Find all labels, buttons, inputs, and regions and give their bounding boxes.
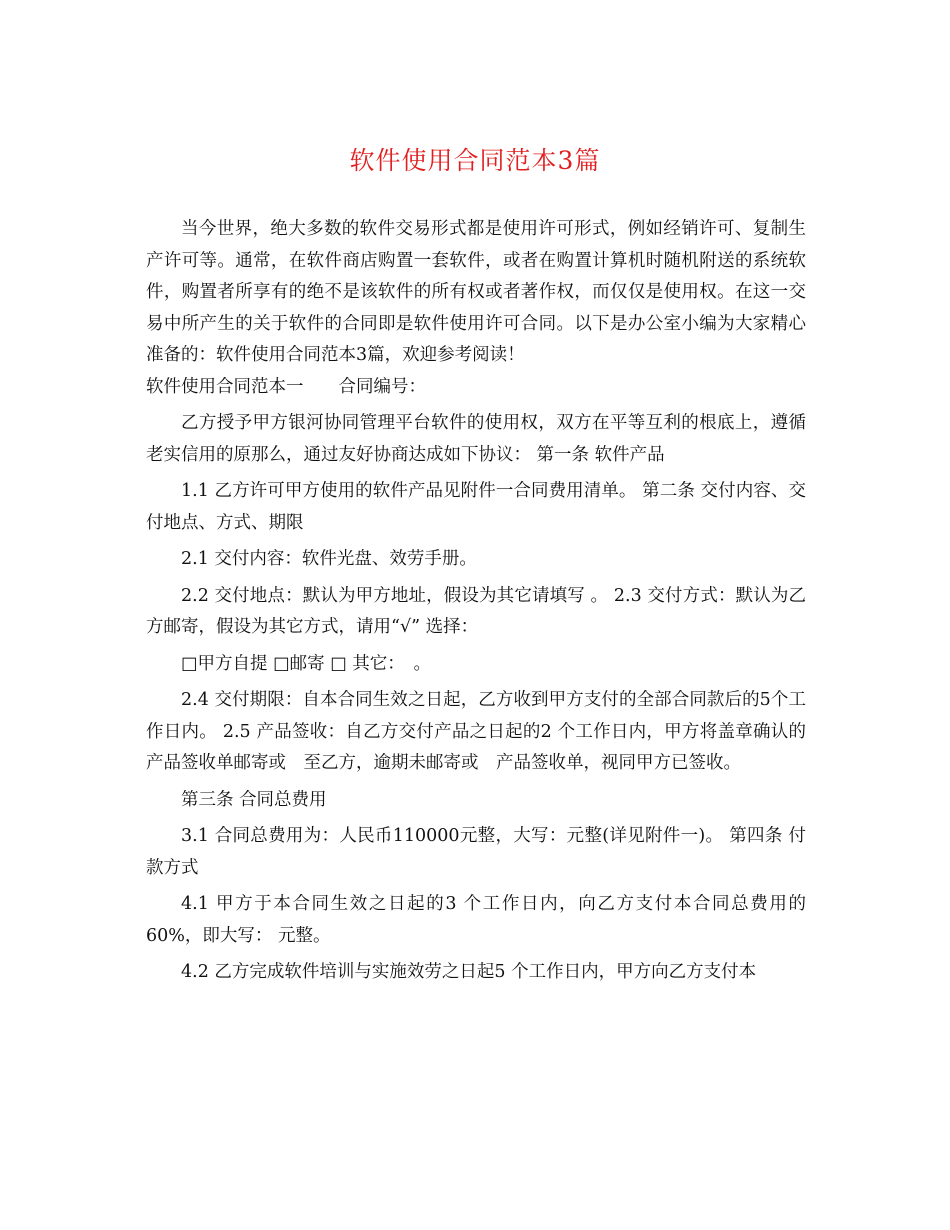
paragraph-clause-2-4: 2.4 交付期限：自本合同生效之日起，乙方收到甲方支付的全部合同款后的5个工作日内。 2.5 产品签收：自乙方交付产品之日起的2 个工作日内，甲方将盖章确认的产品签收单邮寄或 至乙方，逾期未邮寄或 产品签收单，视同甲方已签收。 <box>146 690 806 773</box>
paragraph-clause-2-1: 2.1 交付内容：软件光盘、效劳手册。 <box>181 549 477 569</box>
paragraph-clause-4-1: 4.1 甲方于本合同生效之日起的3 个工作日内，向乙方支付本合同总费用的60%，即大写： 元整。 <box>146 894 806 946</box>
paragraph-clause-2-2: 2.2 交付地点：默认为甲方地址，假设为其它请填写 。 2.3 交付方式：默认为乙方邮寄，假设为其它方式，请用“√” 选择： <box>146 585 806 637</box>
document-body <box>146 214 806 989</box>
paragraph-delivery-options: □甲方自提 □邮寄 □ 其它： 。 <box>181 653 432 674</box>
intro-paragraph: 当今世界，绝大多数的软件交易形式都是使用许可形式，例如经销许可、复制生产许可等。通常，在软件商店购置一套软件，或者在购置计算机时随机附送的系统软件，购置者所享有的绝不是该软件的所有权或者著作权，而仅仅是使用权。在这一交易中所产生的关于软件的合同即是软件使用许可合同。以下是办公室小编为大家精心准备的：软件使用合同范本3篇，欢迎参考阅读！ <box>146 219 806 365</box>
document-title: 软件使用合同范本3篇 <box>349 146 601 175</box>
paragraph-clause-4-2: 4.2 乙方完成软件培训与实施效劳之日起5 个工作日内，甲方向乙方支付本 <box>181 962 757 982</box>
paragraph-article-3: 第三条 合同总费用 <box>181 789 327 810</box>
paragraph-agreement: 乙方授予甲方银河协同管理平台软件的使用权，双方在平等互利的根底上，遵循老实信用的原那么，通过友好协商达成如下协议： 第一条 软件产品 <box>146 413 806 465</box>
section-heading-template-one: 软件使用合同范本一 合同编号： <box>146 376 426 397</box>
paragraph-clause-1-1: 1.1 乙方许可甲方使用的软件产品见附件一合同费用清单。 第二条 交付内容、交付地点、方式、期限 <box>146 481 806 533</box>
paragraph-clause-3-1: 3.1 合同总费用为：人民币110000元整，大写：元整(详见附件一)。 第四条 付款方式 <box>146 826 806 878</box>
